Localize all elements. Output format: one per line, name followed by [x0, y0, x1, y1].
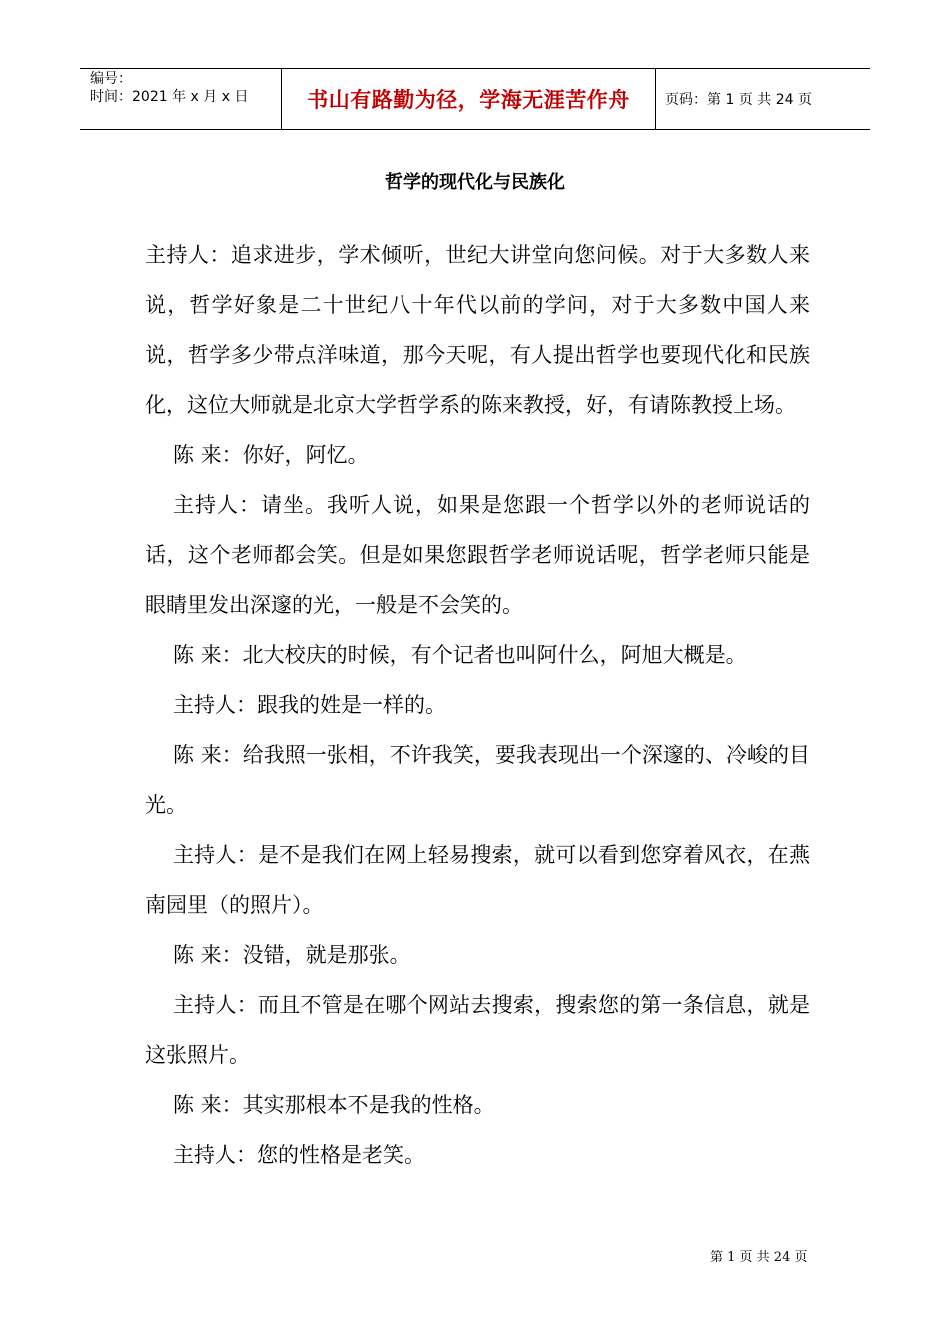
paragraph: 主持人：是不是我们在网上轻易搜索，就可以看到您穿着风衣，在燕南园里（的照片）。	[145, 843, 810, 917]
paragraph: 陈 来：你好，阿忆。	[173, 443, 369, 467]
paragraph: 陈 来：其实那根本不是我的性格。	[173, 1093, 495, 1117]
document-number-label: 编号：	[90, 71, 132, 87]
header-meta	[80, 69, 280, 129]
paragraph: 主持人：跟我的姓是一样的。	[173, 693, 446, 717]
paragraph: 主持人：您的性格是老笑。	[173, 1143, 425, 1167]
document-title: 哲学的现代化与民族化	[385, 172, 565, 193]
paragraph: 主持人：追求进步，学术倾听，世纪大讲堂向您问候。对于大多数人来说，哲学好象是二十世纪八十年代以前的学问，对于大多数中国人来说，哲学多少带点洋味道，那今天呢，有人提出哲学也要现代化和民族化，这位大师就是北京大学哲学系的陈来教授，好，有请陈教授上场。	[145, 243, 810, 417]
header-page-cell	[655, 69, 870, 129]
paragraph: 陈 来：给我照一张相，不许我笑，要我表现出一个深邃的、冷峻的目光。	[145, 743, 810, 817]
paragraph: 主持人：而且不管是在哪个网站去搜索，搜索您的第一条信息，就是这张照片。	[145, 993, 810, 1067]
paragraph: 陈 来：北大校庆的时候，有个记者也叫阿什么，阿旭大概是。	[173, 643, 747, 667]
paragraph: 陈 来：没错，就是那张。	[173, 943, 411, 967]
page-footer: 第 1 页 共 24 页	[710, 1250, 808, 1265]
document-body	[145, 230, 810, 1180]
document-date-label: 时间：2021 年 x 月 x 日	[90, 89, 249, 105]
paragraph: 主持人：请坐。我听人说，如果是您跟一个哲学以外的老师说话的话，这个老师都会笑。但是如果您跟哲学老师说话呢，哲学老师只能是眼睛里发出深邃的光，一般是不会笑的。	[145, 493, 810, 617]
document-header	[80, 68, 870, 130]
header-motto: 书山有路勤为径，学海无涯苦作舟	[307, 87, 630, 112]
header-motto-cell	[281, 69, 656, 129]
header-page-info: 页码：第 1 页 共 24 页	[665, 92, 812, 108]
